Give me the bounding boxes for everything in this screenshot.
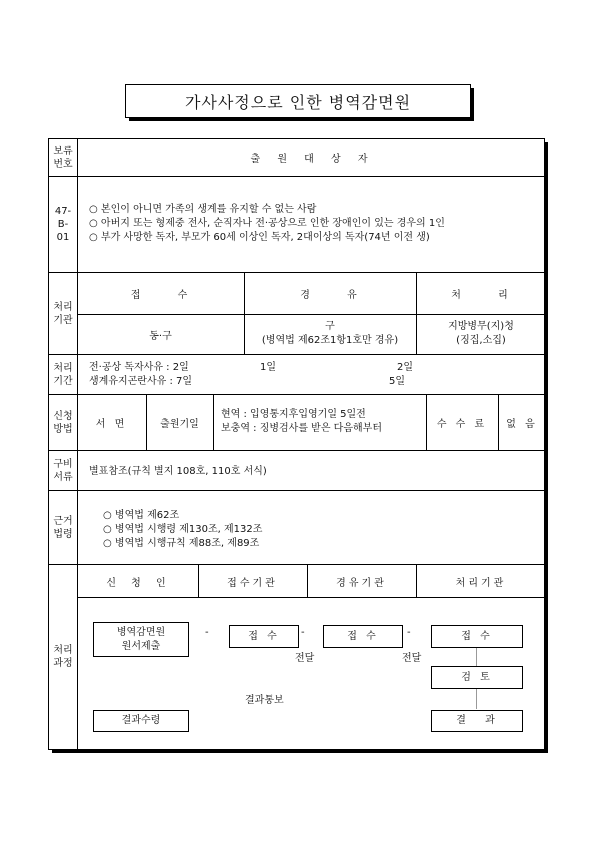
period-label (49, 355, 78, 394)
process-header-receive-agency: 접수기관 (227, 577, 278, 589)
process-dash-3: - (407, 627, 411, 638)
process-receive-text-3: 접 수 (461, 630, 493, 642)
process-receipt-box (93, 710, 189, 732)
basis-row (49, 491, 544, 565)
process-label-text: 처리 과정 (53, 645, 73, 669)
basis-label-text: 근거 법령 (53, 515, 73, 540)
process-notice: 결과통보 (245, 695, 284, 706)
period-row (49, 355, 544, 395)
method-label (49, 395, 78, 450)
method-divider-2 (213, 395, 214, 450)
process-header-applicant: 신 청 인 (106, 577, 169, 589)
method-detail: 현역 : 입영통지후입영기일 5일전 보충역 : 징병검사를 받은 다음해부터 (221, 409, 382, 434)
documents-label-text: 구비 서류 (53, 458, 73, 483)
process-receive-text-2: 접 수 (347, 630, 379, 642)
process-review-text: 검 토 (461, 671, 493, 683)
agency-header-via: 경 유 (300, 290, 360, 301)
agency-header-process: 처 리 (451, 290, 511, 301)
document-title-text: 가사사정으로 인한 병역감면원 (184, 92, 412, 112)
documents-row (49, 451, 544, 491)
method-row (49, 395, 544, 451)
process-receive-text-1: 접 수 (248, 630, 280, 642)
agency-value-process: 지방병무(지)청 (징집,소집) (448, 321, 514, 346)
targets-code-text: 47- B- 01 (54, 206, 72, 243)
form-shadow-bottom (52, 750, 548, 753)
process-receive-box-1 (229, 625, 299, 648)
method-filing-date: 출원기일 (160, 419, 199, 430)
documents-content (77, 451, 544, 490)
period-line1-mid: 1일 (260, 362, 277, 373)
process-apply-text: 병역감면원 원서제출 (116, 626, 166, 652)
period-line2-right: 5일 (389, 376, 406, 387)
title-shadow-right (471, 88, 474, 121)
process-receipt-text: 결과수령 (121, 715, 161, 726)
period-line1-right: 2일 (397, 362, 414, 373)
agency-value-via: 구 (병역법 제62조1항1호만 경유) (261, 321, 399, 346)
period-label-text: 처리 기간 (53, 362, 73, 387)
basis-content (77, 491, 544, 564)
method-label-text: 신청 방법 (53, 410, 73, 435)
process-label (49, 565, 78, 749)
period-line2: 생계유지곤란사유 : 7일 (89, 376, 193, 387)
basis-item-1: ○ 병역법 제62조 (103, 510, 180, 521)
basis-item-2: ○ 병역법 시행령 제130조, 제132조 (103, 524, 263, 535)
period-content (77, 355, 544, 394)
process-receive-box-3 (431, 625, 523, 648)
process-header-process-agency: 처리기관 (455, 577, 507, 589)
process-apply-box (93, 622, 189, 657)
process-connector-2 (476, 689, 477, 709)
agency-content (77, 273, 544, 354)
document-title (125, 84, 471, 118)
period-line1: 전·공상 독자사유 : 2일 (89, 362, 189, 373)
process-result-text: 결 과 (456, 715, 498, 726)
documents-text: 별표참조(규칙 별지 108호, 110호 서식) (89, 466, 267, 477)
process-connector-1 (476, 648, 477, 666)
agency-label-text: 처리 기관 (53, 301, 73, 326)
process-content (77, 565, 544, 749)
process-receive-box-2 (323, 625, 403, 648)
method-fee-label: 수 수 료 (436, 419, 488, 430)
process-transfer-2: 전달 (402, 653, 422, 664)
method-written: 서 면 (95, 419, 128, 430)
agency-label (49, 273, 78, 354)
title-shadow-bottom (129, 118, 474, 121)
targets-row (49, 177, 544, 273)
method-fee-value: 없 음 (506, 419, 538, 430)
header-label (49, 139, 78, 176)
target-item-3: ○ 부가 사망한 독자, 부모가 60세 이상인 독자, 2대이상의 독자(74년 이전 생) (89, 232, 430, 243)
header-text: 출 원 대 상 자 (250, 154, 371, 165)
header-content (77, 139, 544, 176)
basis-label (49, 491, 78, 564)
agency-value-receive: 동·구 (149, 330, 172, 342)
agency-header-receive: 접 수 (130, 290, 191, 301)
header-label-text: 보류 번호 (53, 145, 73, 170)
process-dash-2: - (301, 627, 305, 638)
target-item-2: ○ 아버지 또는 형제중 전사, 순직자나 전·공상으로 인한 장애인이 있는 경우의 1인 (89, 218, 445, 229)
agency-row (49, 273, 544, 355)
documents-label (49, 451, 78, 490)
process-transfer-1: 전달 (295, 653, 315, 664)
method-content (77, 395, 544, 450)
basis-item-3: ○ 병역법 시행규칙 제88조, 제89조 (103, 538, 260, 549)
targets-content (77, 177, 544, 272)
header-row (49, 139, 544, 177)
process-result-box (431, 710, 523, 732)
process-dash-1: - (205, 627, 209, 638)
process-header-divider (77, 597, 544, 598)
process-review-box (431, 666, 523, 689)
target-item-1: ○ 본인이 아니면 가족의 생계를 유지할 수 없는 사람 (89, 204, 317, 215)
targets-code (49, 177, 78, 272)
process-header-via-agency: 경유기관 (336, 577, 387, 589)
process-row (49, 565, 544, 749)
application-form (48, 138, 545, 750)
